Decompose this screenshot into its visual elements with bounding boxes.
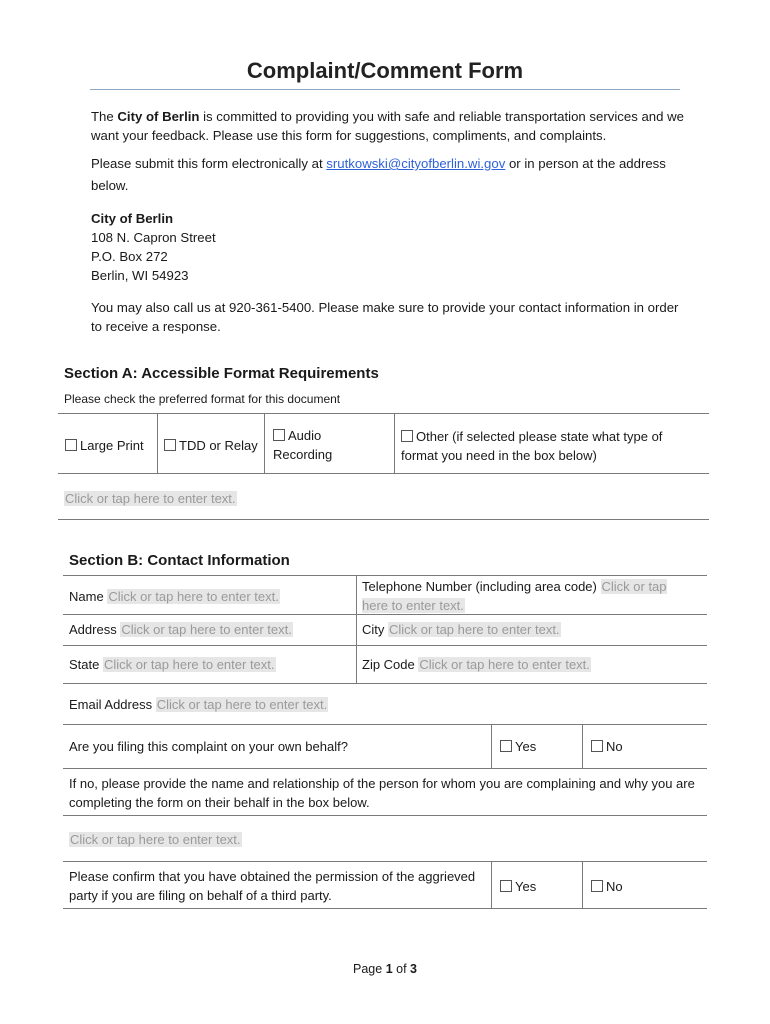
address-line3: Berlin, WI 54923	[91, 268, 189, 283]
table-b-divider	[356, 575, 357, 683]
address-input: Click or tap here to enter text.	[121, 622, 292, 637]
table-b-border	[63, 683, 707, 684]
checkbox-icon[interactable]	[273, 429, 285, 441]
city-input: Click or tap here to enter text.	[389, 622, 560, 637]
section-a-heading: Section A: Accessible Format Requirements	[64, 365, 379, 382]
intro-paragraph: The City of Berlin is committed to providing you with safe and reliable transportation services and we want your feedback. Please use this form for suggestions, compliments, and complaints.	[91, 109, 684, 143]
checkbox-icon[interactable]	[65, 439, 77, 451]
call-paragraph: You may also call us at 920-361-5400. Please make sure to provide your contact information in order to receive a response.	[91, 300, 679, 334]
table-b-border	[63, 645, 707, 646]
table-b-border	[63, 861, 707, 862]
checkbox-icon[interactable]	[500, 880, 512, 892]
checkbox-icon[interactable]	[591, 880, 603, 892]
name-field[interactable]: Name Click or tap here to enter text.	[69, 589, 279, 604]
table-a-divider	[264, 413, 265, 473]
if-no-instruction: If no, please provide the name and relationship of the person for whom you are complaining and why you are completing the form on their behalf in the box below.	[69, 776, 695, 810]
city-field[interactable]: City Click or tap here to enter text.	[362, 622, 560, 637]
zip-field[interactable]: Zip Code Click or tap here to enter text.	[362, 657, 590, 672]
table-b-border	[63, 724, 707, 725]
table-b-border	[63, 768, 707, 769]
address-field[interactable]: Address Click or tap here to enter text.	[69, 622, 292, 637]
title-underline	[90, 89, 680, 90]
table-b-divider	[491, 861, 492, 908]
format-details-input[interactable]: Click or tap here to enter text.	[65, 491, 236, 506]
checkbox-icon[interactable]	[591, 740, 603, 752]
own-behalf-question: Are you filing this complaint on your own behalf?	[69, 739, 348, 754]
page-title: Complaint/Comment Form	[246, 58, 524, 83]
table-b-divider	[491, 724, 492, 768]
state-field[interactable]: State Click or tap here to enter text.	[69, 657, 275, 672]
email-input: Click or tap here to enter text.	[156, 697, 328, 712]
email-field[interactable]: Email Address Click or tap here to enter text.	[69, 697, 328, 712]
permission-yes[interactable]: Yes	[500, 877, 536, 896]
table-b-border	[63, 614, 707, 615]
email-link[interactable]: srutkowski@cityofberlin.wi.gov	[326, 156, 506, 171]
section-a-instruction: Please check the preferred format for this document	[64, 392, 341, 406]
checkbox-icon[interactable]	[500, 740, 512, 752]
table-b-border	[63, 908, 707, 909]
address-line2: P.O. Box 272	[91, 249, 168, 264]
table-b-border	[63, 815, 707, 816]
large-print-option[interactable]: Large Print	[65, 436, 144, 455]
page-number: Page 1 of 3	[353, 962, 417, 976]
address-line1: 108 N. Capron Street	[91, 230, 216, 245]
table-a-divider	[157, 413, 158, 473]
name-input: Click or tap here to enter text.	[108, 589, 279, 604]
table-a-top-border	[58, 413, 709, 414]
own-behalf-no[interactable]: No	[591, 737, 623, 756]
table-b-divider	[582, 861, 583, 908]
zip-input: Click or tap here to enter text.	[419, 657, 590, 672]
tdd-relay-option[interactable]: TDD or Relay	[164, 436, 258, 455]
address-name: City of Berlin	[91, 211, 174, 226]
table-a-divider	[394, 413, 395, 473]
format-details-bottom-border	[58, 519, 709, 520]
submit-paragraph: Please submit this form electronically at srutkowski@cityofberlin.wi.gov or in person at the address below.	[91, 156, 666, 193]
section-b-heading: Section B: Contact Information	[69, 552, 290, 569]
org-name: City of Berlin	[117, 109, 200, 124]
checkbox-icon[interactable]	[401, 430, 413, 442]
checkbox-icon[interactable]	[164, 439, 176, 451]
permission-question: Please confirm that you have obtained the permission of the aggrieved party if you are filing on behalf of a third party.	[69, 869, 476, 903]
third-party-details-input[interactable]: Click or tap here to enter text.	[70, 832, 241, 847]
table-b-border	[63, 575, 707, 576]
other-format-option[interactable]: Other (if selected please state what type of format you need in the box below)	[401, 429, 663, 463]
table-b-divider	[582, 724, 583, 768]
address-block	[91, 209, 216, 285]
table-a-bottom-border	[58, 473, 709, 474]
own-behalf-yes[interactable]: Yes	[500, 737, 536, 756]
permission-no[interactable]: No	[591, 877, 623, 896]
state-input: Click or tap here to enter text.	[103, 657, 275, 672]
audio-recording-option[interactable]: Audio Recording	[273, 428, 333, 462]
phone-field[interactable]: Telephone Number (including area code) Click or tap here to enter text.	[362, 579, 667, 613]
phone-input: Click or tap here to enter text.	[362, 579, 667, 613]
